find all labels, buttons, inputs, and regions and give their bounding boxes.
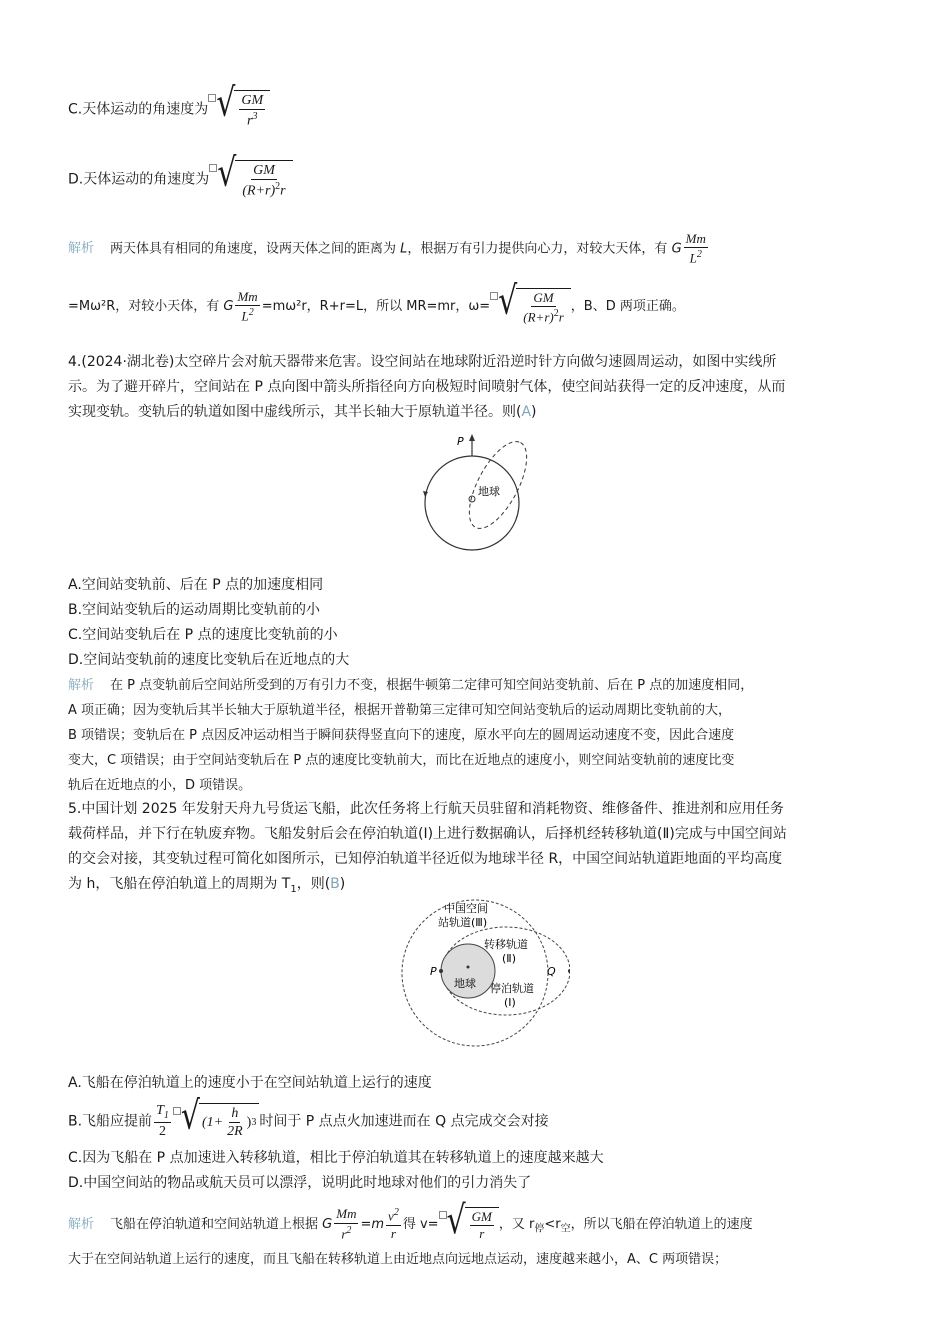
q3-analysis-text1b: ，根据万有引力提供向心力，对较大天体，有 [407,241,668,257]
q4-option-d: D.空间站变轨前的速度比变轨后在近地点的大 [68,652,350,668]
q5-analysis-text1b: 得 v= [402,1216,439,1232]
q5-stem-text4a: 为 h，飞船在停泊轨道上的周期为 T [68,876,291,892]
q4-analysis-line2: A 项正确；因为变轨后其半长轴大于原轨道半径，根据开普勒第三定律可知空间站变轨后的运动周期比变轨前的大， [68,703,732,718]
q4-options [68,573,888,673]
q4-option-a: A.空间站变轨前、后在 P 点的加速度相同 [68,577,324,593]
q5-option-c: C.因为飞船在 P 点加速进入转移轨道，相比于停泊轨道其在转移轨道上的速度越来越大 [68,1150,604,1166]
q4-analysis [68,673,888,798]
sqrt-gm-r: √ $\frac{GM}{r}$ [447,1207,499,1242]
q5-orbit-figure [390,895,570,1050]
q5-option-a: A.飞船在停泊轨道上的速度小于在空间站轨道上运行的速度 [68,1075,432,1091]
label-p: P [430,965,437,978]
fraction-t1-2: $\frac{T_1}{2}$ [156,1103,169,1140]
label-orbit2-line2: (Ⅱ) [502,952,516,965]
q3-option-d-text: D.天体运动的角速度为 [68,171,210,188]
q5-analysis-text1a: 飞船在停泊轨道和空间站轨道上根据 [110,1216,319,1232]
analysis-label: 解析 [68,241,95,257]
sqrt-omega: √ $\frac{GM}{(R+r)^2r}$ [498,288,571,325]
label-p: P [457,435,464,448]
point-q-dot [568,969,570,973]
q4-stem-text3: 实现变轨。变轨后的轨道如图中虚线所示，其半长轴大于原轨道半径。则( [68,404,522,420]
q5-stem-sub: 1 [290,883,297,895]
q5-analysis-text1c: ，又 r [498,1216,535,1232]
direction-arrow-icon [423,491,428,497]
sqrt-gm-rr2r: √ $\frac{GM}{(R+r)^2r}$ [217,160,292,199]
q3-analysis-text2c: ，B、D 两项正确。 [570,298,685,314]
q5-sub-parking: 停 [534,1223,545,1235]
label-orbit1-line2: (Ⅰ) [504,996,516,1009]
q4-answer: A [521,404,532,420]
q5-option-d: D.中国空间站的物品或航天员可以漂浮，说明此时地球对他们的引力消失了 [68,1175,532,1191]
circular-orbit [425,456,519,550]
earth-dot [469,496,475,502]
placeholder-box-icon [490,292,498,300]
q3-analysis-line2: =Mω²R，对较小天体，有 G $\frac{Mm}{L^2}$ =mω²r，R+r=L，所以 MR=mr，ω= √ $\frac{GM}{(R+r)^2r}$ ，B、D 两项正确。 [68,278,685,325]
q5-stem-line3: 的交会对接，其变轨过程可简化如图所示，已知停泊轨道半径近似为地球半径 R，中国空间站轨道距地面的平均高度 [68,851,783,867]
q4-analysis-text1: 在 P 点变轨前后空间站所受到的万有引力不变，根据牛顿第二定律可知空间站变轨前、后在 P 点的加速度相同， [110,678,754,693]
q5-answer: B [330,876,340,892]
label-orbit2-line1: 转移轨道 [484,938,528,951]
placeholder-box-icon [439,1211,447,1219]
q3-option-d [68,150,888,200]
q5-analysis-text1e: ，所以飞船在停泊轨道上的速度 [570,1216,753,1232]
q4-stem-line3 [68,400,888,425]
fraction-mm-r2: $\frac{Mm}{r^2}$ [336,1206,357,1241]
q3-analysis-text2a: =Mω²R，对较小天体，有 [68,298,220,314]
fraction-v2-r: $\frac{v^2}{r}$ [388,1207,399,1241]
label-earth: 地球 [454,977,476,990]
q3-analysis-text1: 两天体具有相同的角速度，设两天体之间的距离为 [110,241,397,257]
sqrt-ratio: √ (1+ $\frac{h}{2R}$ ) 3 [181,1103,259,1140]
fraction-mm-l2-b: $\frac{Mm}{L^2}$ [237,288,258,324]
q4-analysis-line4: 变大，C 项错误；由于空间站变轨后在 P 点的速度比变轨前大，而比在近地点的速度小，则空间站变轨前的速度比变 [68,753,735,768]
q5-analysis-line1: 解析 飞船在停泊轨道和空间站轨道上根据 G $\frac{Mm}{r^2}$ =m $\frac{v^2}{r}$ 得 v= √ $\frac{GM}{r}$ ，又 $r_停<r_空$，所以飞船在停泊轨道上的速度 [68,1197,753,1244]
q5-analysis-line2: 大于在空间站轨道上运行的速度，而且飞船在转移轨道上由近地点向远地点运动，速度越来越小，A、C 两项错误； [68,1252,728,1267]
q4-analysis-line5: 轨后在近地点的小，D 项错误。 [68,778,252,793]
point-p-dot [439,969,443,973]
label-q: Q [547,965,556,978]
q3-analysis-line1: 解析 两天体具有相同的角速度，设两天体之间的距离为 L，根据万有引力提供向心力，对较大天体，有 G $\frac{Mm}{L^2}$ [68,231,706,266]
q4-stem-line1: 4.(2024·湖北卷)太空碎片会对航天器带来危害。设空间站在地球附近沿逆时针方向做匀速圆周运动，如图中实线所 [68,354,777,370]
placeholder-box-icon [209,164,217,172]
q4-option-b: B.空间站变轨后的运动周期比变轨前的小 [68,602,321,618]
placeholder-box-icon [208,94,216,102]
label-orbit3-line1: 中国空间 [444,902,488,915]
earth-center-dot [467,966,470,969]
q4-option-c: C.空间站变轨后在 P 点的速度比变轨前的小 [68,627,338,643]
placeholder-box-icon [173,1107,181,1115]
analysis-label: 解析 [68,1216,95,1232]
q5-stem-line2: 载荷样品，并下行在轨废弃物。飞船发射后会在停泊轨道(Ⅰ)上进行数据确认，后择机经转移轨道(Ⅱ)完成与中国空间站 [68,826,787,842]
label-orbit3-line2: 站轨道(Ⅲ) [438,916,488,929]
q5-option-b [68,1093,888,1140]
q5-close-paren: ) [339,876,346,892]
label-earth: 地球 [478,485,500,498]
q4-orbit-figure [410,425,550,555]
label-orbit1-line1: 停泊轨道 [490,982,534,995]
q4-stem-line2: 示。为了避开碎片，空间站在 P 点向图中箭头所指径向方向极短时间喷射气体，使空间站获得一定的反冲速度，从而 [68,379,786,395]
q5-stem-line1: 5.中国计划 2025 年发射天舟九号货运飞船，此次任务将上行航天员驻留和消耗物资、维修备件、推进剂和应用任务 [68,801,784,817]
q3-option-c [68,80,888,130]
q4-analysis-line3: B 项错误；变轨后在 P 点因反冲运动相当于瞬间获得竖直向下的速度，原水平向左的圆周运动速度不变，因此合速度 [68,728,735,743]
fraction-mm-l2: $\frac{Mm}{L^2}$ [685,231,706,266]
q4-close-paren: ) [531,404,537,420]
q3-option-c-text: C.天体运动的角速度为 [68,101,209,118]
q5-option-b-text-b: 时间于 P 点点火加速进而在 Q 点完成交会对接 [259,1113,549,1130]
analysis-label: 解析 [68,678,95,693]
q5-analysis-text1d: <r [544,1216,561,1232]
q5-stem-text4b: ，则( [296,876,331,892]
q5-option-b-text-a: B.飞船应提前 [68,1113,153,1130]
q4-analysis-line1 [68,673,888,698]
sqrt-gm-r3: √ $\frac{GM}{r^3}$ [216,90,270,129]
q4-stem [68,350,888,425]
q5-sub-station: 空 [560,1223,571,1235]
q5-stem [68,797,888,902]
q3-analysis-text2b: =mω²r，R+r=L，所以 MR=mr，ω= [261,298,491,314]
p-arrow-head-icon [469,434,475,441]
